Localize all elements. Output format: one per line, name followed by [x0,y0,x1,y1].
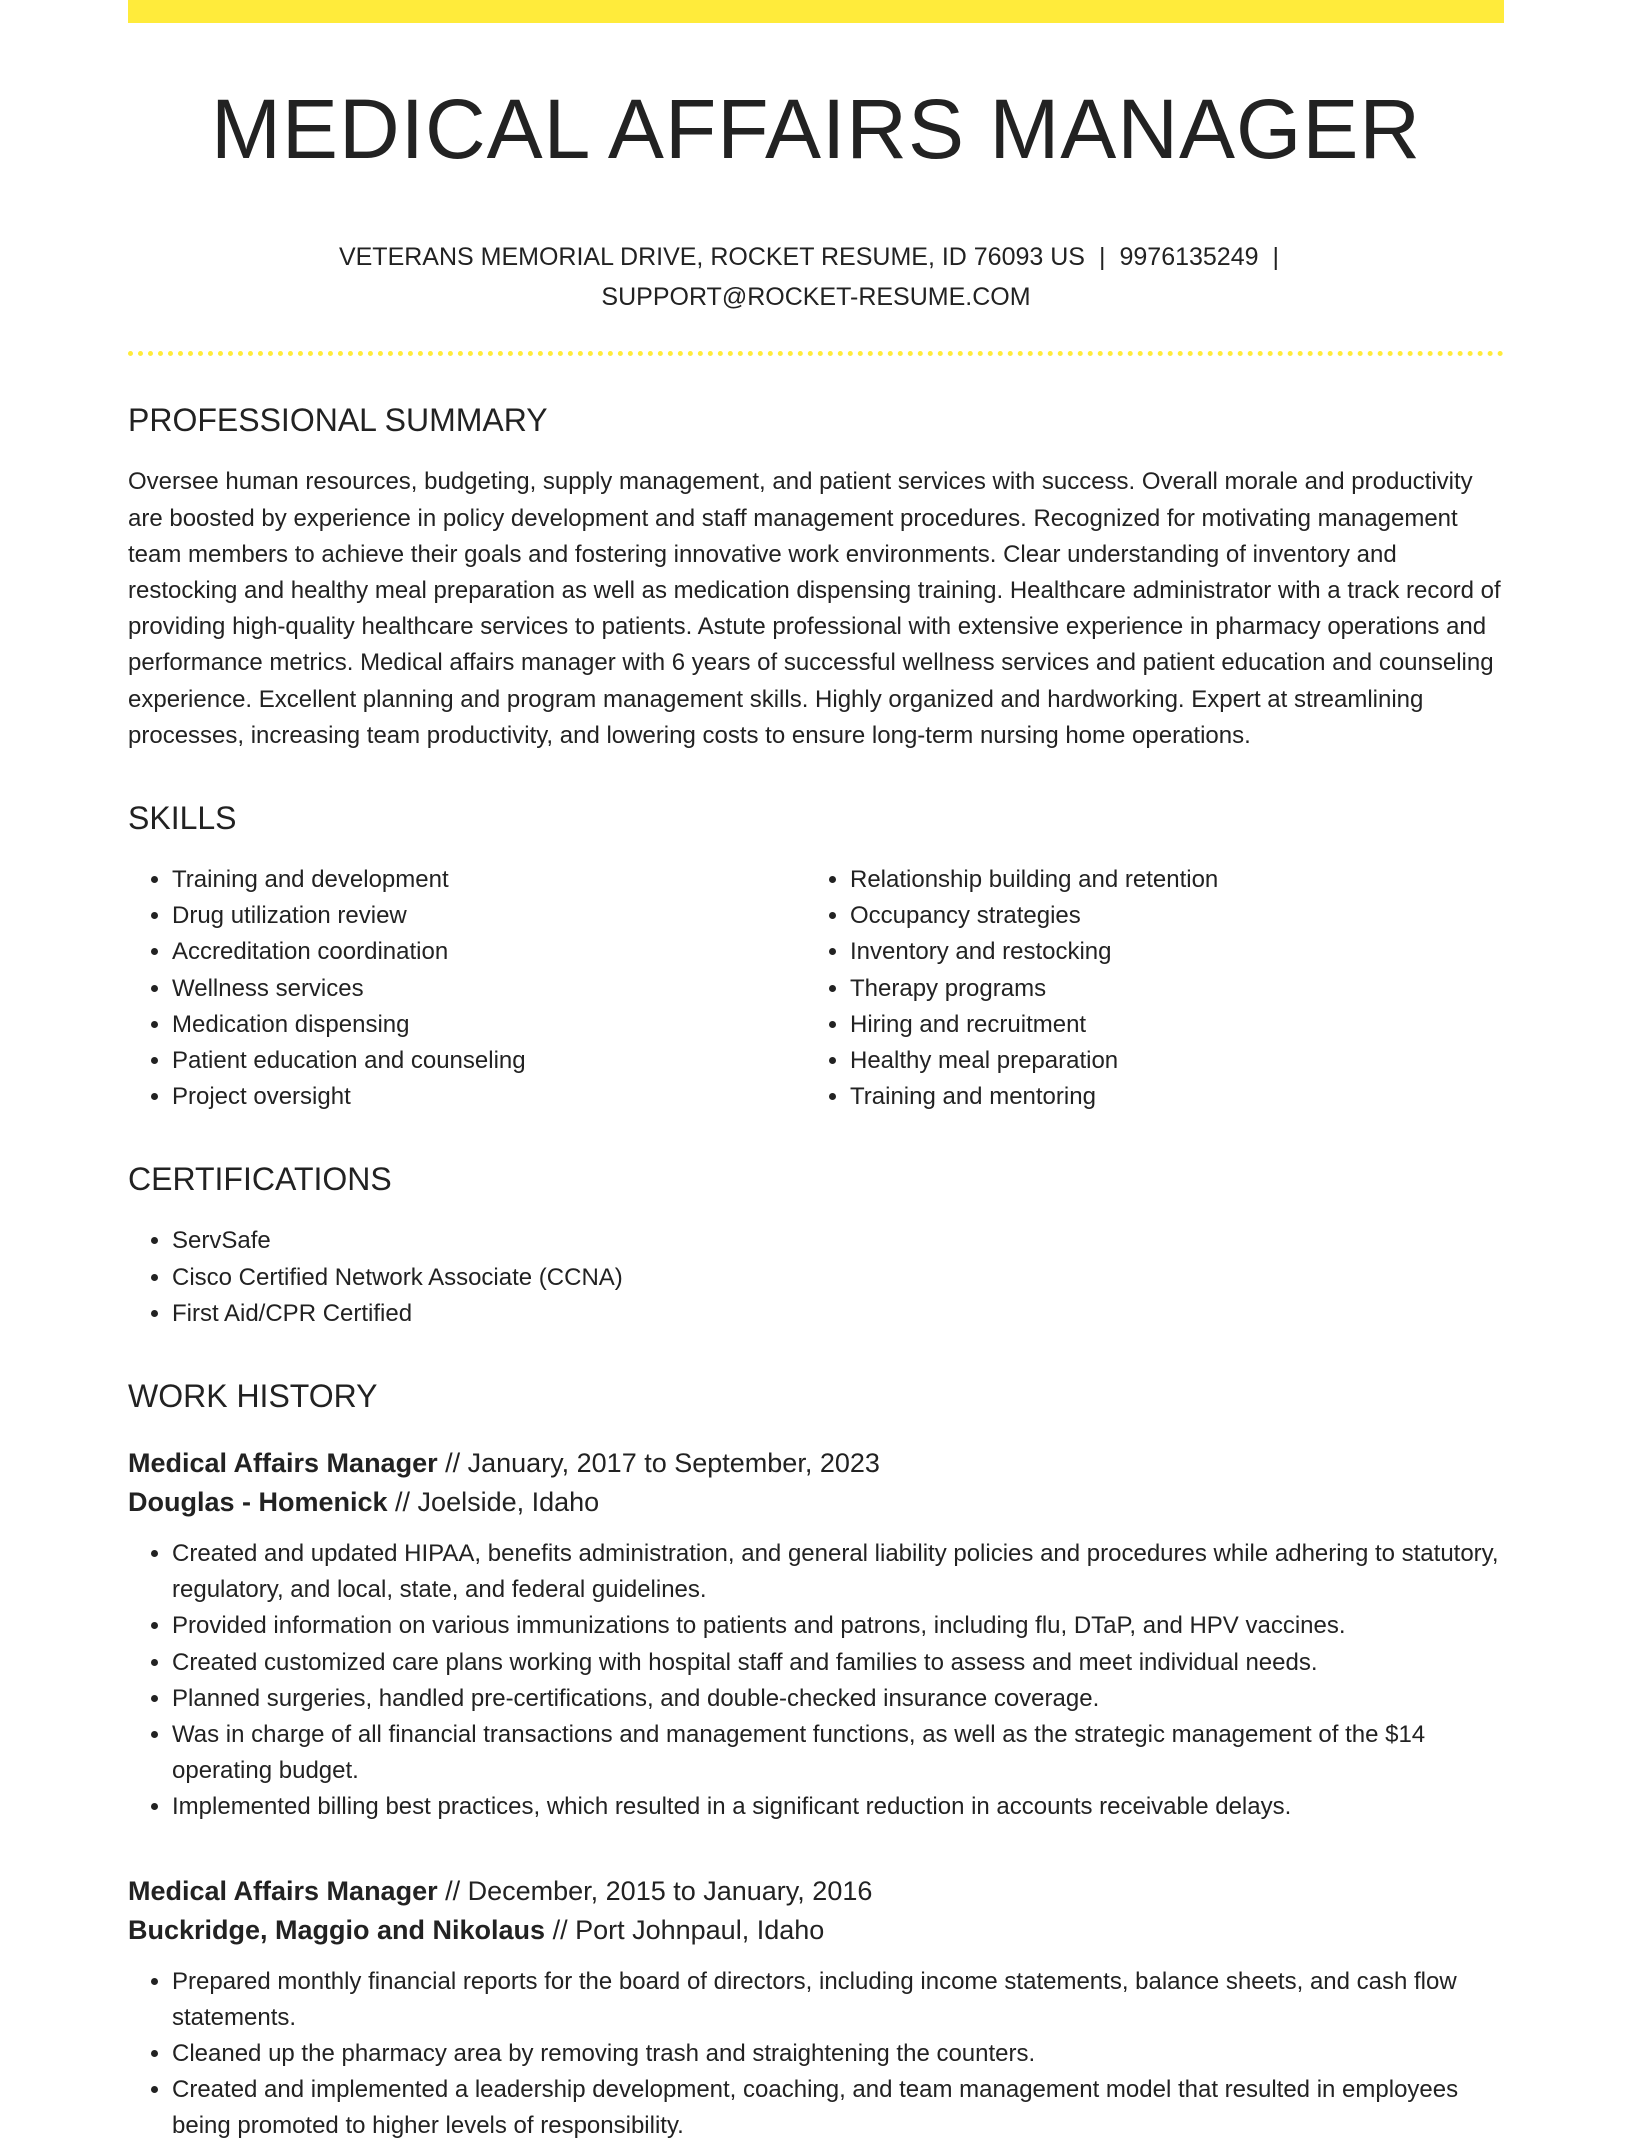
skill-item: • Training and mentoring [850,1079,1504,1115]
skill-item: • Project oversight [172,1079,806,1115]
job-dates: // January, 2017 to September, 2023 [437,1448,880,1479]
job-company: Douglas - Homenick [128,1487,388,1518]
job-company-line [128,1911,1504,1950]
summary-text: Oversee human resources, budgeting, supply management, and patient services with success. Overall morale and productivity are boosted by experience in policy development and staff management procedures. Recognized for motivating management team members to achieve their goals and fostering innovative work environments. Clear understanding of inventory and restocking and healthy meal preparation as well as medication dispensing training. Healthcare administrator with a track record of providing high-quality healthcare services to patients. Astute professional with extensive experience in pharmacy operations and performance metrics. Medical affairs manager with 6 years of successful wellness services and patient education and counseling experience. Excellent planning and program management skills. Highly organized and hardworking. Expert at streamlining processes, increasing team productivity, and lowering costs to ensure long-term nursing home operations. [128,468,1501,749]
job-bullets [128,1964,1504,2145]
job-dates: // December, 2015 to January, 2016 [437,1875,873,1906]
skill-item: • Healthy meal preparation [850,1043,1504,1079]
contact-phone: 9976135249 [1119,243,1259,272]
contact-address: VETERANS MEMORIAL DRIVE, ROCKET RESUME, ID 76093 US [338,243,1085,272]
job-bullet: • Created customized care plans working with hospital staff and families to assess and meet individual needs. [172,1645,1504,1681]
skills-column-2 [806,862,1504,1115]
certification-item: • Cisco Certified Network Associate (CCNA) [172,1260,1504,1296]
summary-heading: PROFESSIONAL SUMMARY [128,402,548,439]
job-location: // Port Johnpaul, Idaho [545,1914,825,1945]
resume-page [128,0,1504,2145]
top-accent-bar [128,0,1504,23]
job-role: Medical Affairs Manager [128,1448,438,1479]
job-bullet: • Provided information on various immunizations to patients and patrons, including flu, DTaP, and HPV vaccines. [172,1608,1504,1644]
skills-heading: SKILLS [128,800,237,837]
job-location: // Joelside, Idaho [387,1487,600,1518]
job-bullet: • Planned surgeries, handled pre-certifications, and double-checked insurance coverage. [172,1681,1504,1717]
job-bullet: • Created and implemented a leadership development, coaching, and team management model that resulted in employees being promoted to higher levels of responsibility. [172,2072,1504,2144]
skill-item: • Occupancy strategies [850,898,1504,934]
job-title-line [128,1444,1504,1483]
certification-item: • First Aid/CPR Certified [172,1296,1504,1332]
skill-item: • Accreditation coordination [172,934,806,970]
contact-email[interactable]: SUPPORT@ROCKET-RESUME.COM [601,283,1031,312]
job-bullet: • Prepared monthly financial reports for the board of directors, including income statements, balance sheets, and cash flow statements. [172,1964,1504,2036]
resume-title: MEDICAL AFFAIRS MANAGER [210,82,1422,176]
job-bullets [128,1536,1504,1826]
skill-item: • Therapy programs [850,971,1504,1007]
job-bullet: • Was in charge of all financial transactions and management functions, as well as the strategic management of the $14 operating budget. [172,1717,1504,1789]
job-title-line [128,1872,1504,1911]
skill-item: • Hiring and recruitment [850,1007,1504,1043]
skill-item: • Drug utilization review [172,898,806,934]
contact-separator: | [1272,243,1280,272]
certifications-list [128,1223,1504,1332]
job-role: Medical Affairs Manager [128,1875,438,1906]
skills-grid [128,862,1504,1115]
header-divider [128,351,1504,356]
work-history-heading: WORK HISTORY [128,1378,378,1415]
job-entry [128,1444,1504,1826]
skill-item: • Wellness services [172,971,806,1007]
skills-column-1 [128,862,806,1115]
skill-item: • Training and development [172,862,806,898]
job-bullet: • Cleaned up the pharmacy area by removing trash and straightening the counters. [172,2036,1504,2072]
job-entry [128,1872,1504,2145]
skill-item: • Patient education and counseling [172,1043,806,1079]
contact-separator: | [1098,243,1106,272]
contact-info [326,237,1306,317]
skill-item: • Inventory and restocking [850,934,1504,970]
job-company: Buckridge, Maggio and Nikolaus [128,1914,546,1945]
certification-item: • ServSafe [172,1223,1504,1259]
skill-item: • Medication dispensing [172,1007,806,1043]
job-bullet: • Created and updated HIPAA, benefits administration, and general liability policies and procedures while adhering to statutory, regulatory, and local, state, and federal guidelines. [172,1536,1504,1608]
skill-item: • Relationship building and retention [850,862,1504,898]
job-company-line [128,1483,1504,1522]
job-bullet: • Implemented billing best practices, which resulted in a significant reduction in accounts receivable delays. [172,1789,1504,1825]
certifications-heading: CERTIFICATIONS [128,1161,392,1198]
